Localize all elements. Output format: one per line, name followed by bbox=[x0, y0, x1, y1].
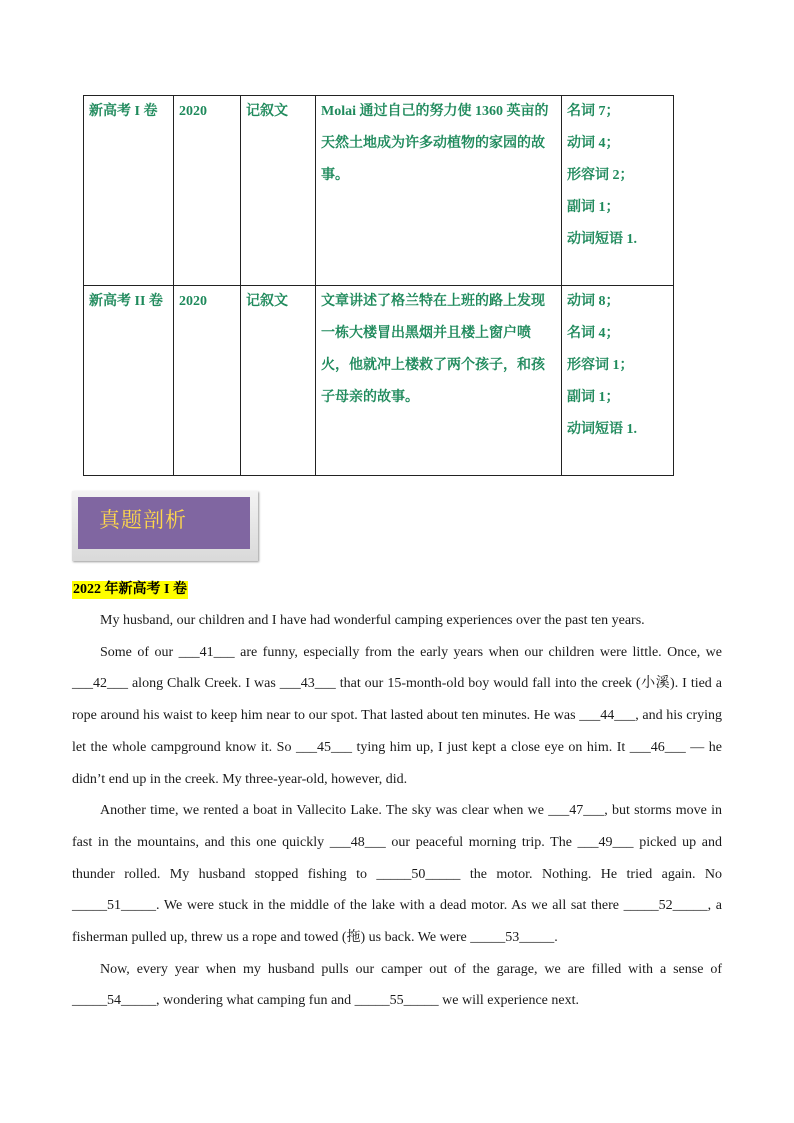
stats-cell bbox=[562, 96, 674, 286]
year-cell: 2020 bbox=[174, 286, 241, 476]
passage-paragraph: My husband, our children and I have had wonderful camping experiences over the past ten years. bbox=[100, 613, 645, 628]
paper-cell: 新高考 II 卷 bbox=[84, 286, 174, 476]
summary-line: 事。 bbox=[321, 168, 349, 183]
stat-line: 名词 7； bbox=[567, 104, 620, 119]
summary-cell bbox=[316, 96, 562, 286]
passage-paragraph: Now, every year when my husband pulls our camper out of the garage, we are filled with a sense of _____54_____, wondering what camping fun and _____55_____ we will experience next. bbox=[72, 961, 722, 1009]
stats-cell bbox=[562, 286, 674, 476]
summary-line: 火，他就冲上楼救了两个孩子，和孩 bbox=[321, 358, 545, 373]
stat-line: 副词 1； bbox=[567, 390, 620, 405]
exam-info-table bbox=[83, 95, 674, 476]
stat-line: 动词短语 1. bbox=[567, 422, 637, 437]
section-banner bbox=[72, 491, 258, 561]
table-row bbox=[84, 96, 674, 286]
summary-cell bbox=[316, 286, 562, 476]
paper-cell: 新高考 I 卷 bbox=[84, 96, 174, 286]
cloze-passage bbox=[72, 605, 722, 1017]
summary-line: 子母亲的故事。 bbox=[321, 390, 419, 405]
passage-paragraph: Some of our ___41___ are funny, especially from the early years when our children were little. Once, we ___42___ along Chalk Creek. I was ___43___ that our 15-month-old boy would fall into the creek (小溪). I tied a rope around his waist to keep him near to our spot. That lasted about ten minutes. He was ___44___, and his crying let the whole campground know it. So ___45___ tying him up, I just kept a close eye on him. It ___46___ — he didn’t end up in the creek. My three-year-old, however, did. bbox=[72, 644, 722, 787]
stat-line: 形容词 1； bbox=[567, 358, 634, 373]
stat-line: 动词 8； bbox=[567, 294, 620, 309]
summary-line: 一栋大楼冒出黑烟并且楼上窗户喷 bbox=[321, 326, 531, 341]
stat-line: 副词 1； bbox=[567, 200, 620, 215]
stat-line: 动词 4； bbox=[567, 136, 620, 151]
genre-cell: 记叙文 bbox=[241, 96, 316, 286]
table-row bbox=[84, 286, 674, 476]
passage-paragraph: Another time, we rented a boat in Vallecito Lake. The sky was clear when we ___47___, but storms move in fast in the mountains, and this one quickly ___48___ our peaceful morning trip. The ___49___ picked up and thunder rolled. My husband stopped fishing to _____50_____ the motor. Nothing. He tried again. No _____51_____. We were stuck in the middle of the lake with a dead motor. As we all sat there _____52_____, a fisherman pulled up, threw us a rope and towed (拖) us back. We were _____53_____. bbox=[72, 803, 722, 946]
banner-title: 真题剖析 bbox=[99, 508, 187, 532]
genre-cell: 记叙文 bbox=[241, 286, 316, 476]
year-cell: 2020 bbox=[174, 96, 241, 286]
exam-section-label: 2022 年新高考 I 卷 bbox=[73, 582, 187, 597]
summary-line: 文章讲述了格兰特在上班的路上发现 bbox=[321, 294, 545, 309]
summary-line: Molai 通过自己的努力使 1360 英亩的 bbox=[321, 104, 549, 119]
summary-line: 天然土地成为许多动植物的家园的故 bbox=[321, 136, 545, 151]
stat-line: 形容词 2； bbox=[567, 168, 634, 183]
stat-line: 动词短语 1. bbox=[567, 232, 637, 247]
stat-line: 名词 4； bbox=[567, 326, 620, 341]
